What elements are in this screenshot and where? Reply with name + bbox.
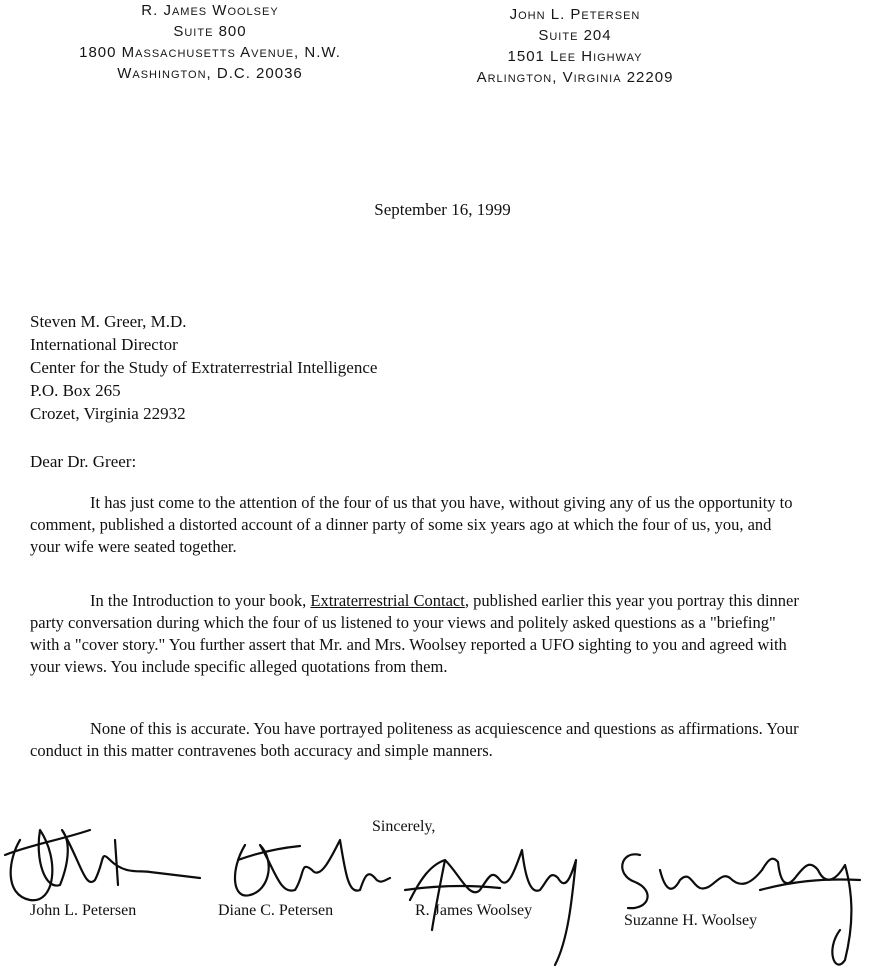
letterhead-left-city: Washington, D.C. 20036: [117, 65, 303, 82]
recipient-organization: Center for the Study of Extraterrestrial Intelligence: [30, 358, 378, 377]
body-paragraph-2: [30, 590, 800, 678]
signer-name-4: Suzanne H. Woolsey: [624, 912, 758, 929]
recipient-po-box: P.O. Box 265: [30, 381, 121, 400]
letterhead-left: [40, 0, 380, 84]
closing: Sincerely,: [372, 818, 436, 835]
letterhead-left-name: R. James Woolsey: [141, 2, 279, 19]
body-paragraph-1: It has just come to the attention of the four of us that you have, without giving any of us the opportunity to comment, published a distorted account of a dinner party of some six years ago at which the four of us, you, and your wife were seated together.: [30, 493, 793, 556]
signatures-graphic: [0, 800, 885, 977]
signer-name-2: Diane C. Petersen: [218, 902, 334, 919]
recipient-title: International Director: [30, 335, 178, 354]
signer-name-1: John L. Petersen: [30, 902, 137, 919]
letterhead-right: [430, 4, 720, 88]
signature-diane-petersen: [235, 840, 390, 896]
paragraph-2-rest: , published earlier this year you portray this dinner party conversation during which the four of us listened to your views and politely asked questions as a "briefing" with a "cover story." You further assert that Mr. and Mrs. Woolsey reported a UFO sighting to you and agreed with your views. You include specific alleged quotations from them.: [30, 591, 799, 676]
recipient-address: [30, 310, 377, 425]
letterhead-right-suite: Suite 204: [538, 27, 612, 44]
paragraph-2-intro: In the Introduction to your book,: [90, 591, 311, 610]
recipient-name: Steven M. Greer, M.D.: [30, 312, 187, 331]
letterhead-right-city: Arlington, Virginia 22209: [476, 69, 674, 86]
body-paragraph-3: None of this is accurate. You have portrayed politeness as acquiescence and questions as affirmations. Your conduct in this matter contravenes both accuracy and simple manners.: [30, 719, 799, 760]
letterhead-right-name: John L. Petersen: [509, 6, 641, 23]
letterhead-left-street: 1800 Massachusetts Avenue, N.W.: [79, 44, 341, 61]
signature-suzanne-woolsey: [622, 854, 860, 964]
letter-date: September 16, 1999: [374, 200, 511, 219]
letterhead-left-suite: Suite 800: [173, 23, 247, 40]
letterhead-right-street: 1501 Lee Highway: [507, 48, 643, 65]
recipient-city: Crozet, Virginia 22932: [30, 404, 186, 423]
signer-name-3: R. James Woolsey: [415, 902, 533, 919]
signature-john-petersen: [5, 830, 200, 900]
book-title: Extraterrestrial Contact: [310, 591, 465, 610]
salutation: Dear Dr. Greer:: [30, 452, 137, 471]
